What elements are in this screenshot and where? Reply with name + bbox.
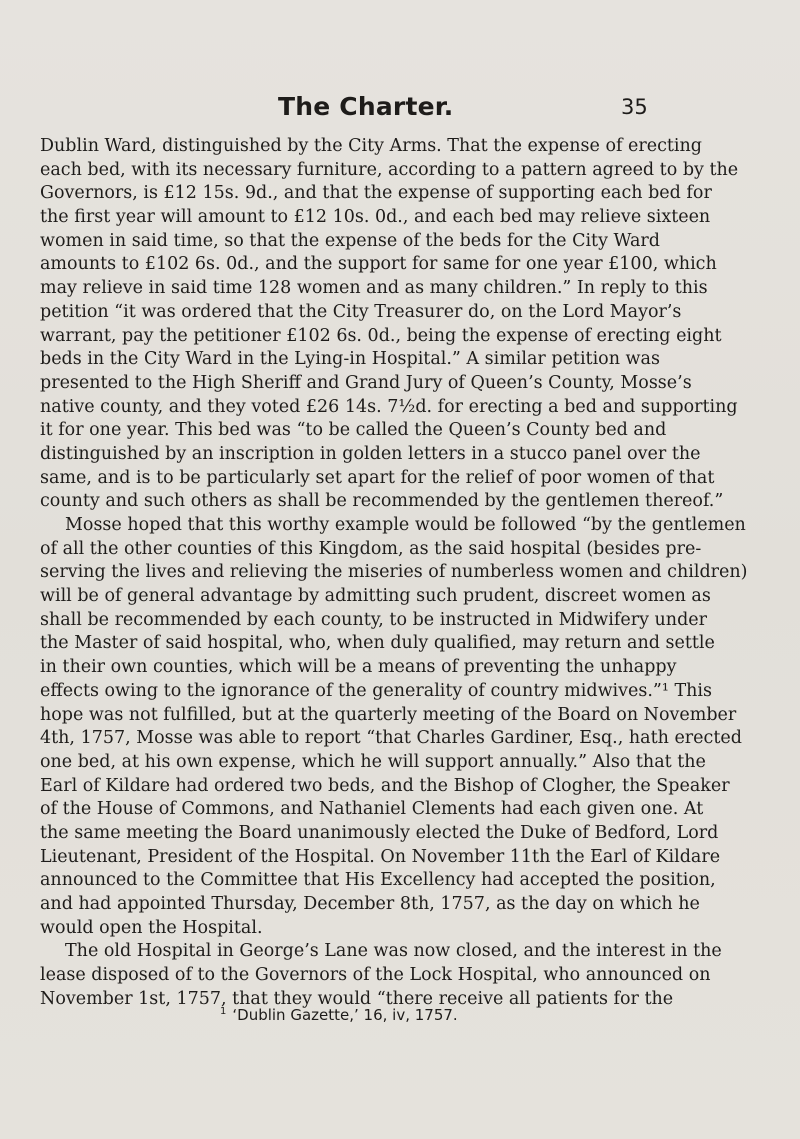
text-line: the Master of said hospital, who, when duly qualified, may return and settle	[40, 633, 715, 654]
text-line: petition “it was ordered that the City Treasurer do, on the Lord Mayor’s	[40, 301, 682, 322]
text-line: hope was not fulfilled, but at the quarterly meeting of the Board on November	[40, 704, 737, 725]
text-line: amounts to £102 6s. 0d., and the support for same for one year £100, which	[40, 254, 717, 275]
text-line: Dublin Ward, distinguished by the City Arms. That the expense of erecting	[40, 136, 703, 156]
text-line: November 1st, 1757, that they would “there receive all patients for the	[40, 988, 674, 1009]
text-line: distinguished by an inscription in golden letters in a stucco panel over the	[40, 443, 701, 464]
text-line: in their own counties, which will be a means of preventing the unhappy	[40, 657, 677, 678]
text-line: and had appointed Thursday, December 8th, 1757, as the day on which he	[40, 894, 700, 914]
footnote-marker: 1	[220, 1006, 227, 1017]
text-line: beds in the City Ward in the Lying-in Hospital.” A similar petition was	[40, 349, 660, 370]
footnote	[220, 1002, 458, 1025]
text-line: Mosse hoped that this worthy example would be followed “by the gentlemen	[65, 515, 746, 535]
text-line: county and such others as shall be recommended by the gentlemen thereof.”	[40, 491, 724, 512]
text-line: the first year will amount to £12 10s. 0d., and each bed may relieve sixteen	[40, 207, 711, 228]
body-text	[40, 135, 748, 1011]
text-line: Earl of Kildare had ordered two beds, and the Bishop of Clogher, the Speaker	[40, 775, 730, 796]
text-line: warrant, pay the petitioner £102 6s. 0d., being the expense of erecting eight	[40, 325, 722, 346]
running-title: The Charter.	[278, 92, 454, 121]
text-line: women in said time, so that the expense of the beds for the City Ward	[40, 230, 661, 251]
text-line: the same meeting the Board unanimously elected the Duke of Bedford, Lord	[40, 822, 719, 843]
text-line: Governors, is £12 15s. 9d., and that the expense of supporting each bed for	[40, 183, 712, 204]
text-line: The old Hospital in George’s Lane was now closed, and the interest in the	[65, 941, 722, 962]
text-line: one bed, at his own expense, which he will support annually.” Also that the	[40, 751, 706, 772]
text-line: of all the other counties of this Kingdom, as the said hospital (besides pre-	[40, 538, 702, 559]
text-line: announced to the Committee that His Excellency had accepted the position,	[40, 870, 716, 891]
text-line: lease disposed of to the Governors of the Lock Hospital, who announced on	[40, 965, 711, 986]
text-line: may relieve in said time 128 women and as many children.” In reply to this	[40, 278, 708, 299]
page-header	[0, 90, 800, 124]
page-number: 35	[621, 95, 648, 119]
text-line: shall be recommended by each county, to be instructed in Midwifery under	[40, 609, 707, 630]
text-line: of the House of Commons, and Nathaniel Clements had each given one. At	[40, 799, 704, 820]
text-line: serving the lives and relieving the miseries of numberless women and children)	[40, 562, 748, 583]
text-line: would open the Hospital.	[40, 917, 263, 938]
text-line: native county, and they voted £26 14s. 7½d. for erecting a bed and supporting	[40, 396, 738, 417]
text-line: it for one year. This bed was “to be called the Queen’s County bed and	[40, 420, 667, 441]
text-line: effects owing to the ignorance of the generality of country midwives.”¹ This	[40, 680, 712, 701]
text-line: will be of general advantage by admitting such prudent, discreet women as	[40, 586, 711, 607]
text-line: same, and is to be particularly set apart for the relief of poor women of that	[40, 467, 715, 488]
text-line: each bed, with its necessary furniture, according to a pattern agreed to by the	[40, 159, 739, 180]
text-line: presented to the High Sheriff and Grand Jury of Queen’s County, Mosse’s	[40, 372, 692, 393]
text-line: 4th, 1757, Mosse was able to report “that Charles Gardiner, Esq., hath erected	[40, 728, 742, 749]
text-line: Lieutenant, President of the Hospital. On November 11th the Earl of Kildare	[40, 846, 721, 867]
footnote-text: ‘Dublin Gazette,’ 16, iv, 1757.	[232, 1006, 458, 1024]
